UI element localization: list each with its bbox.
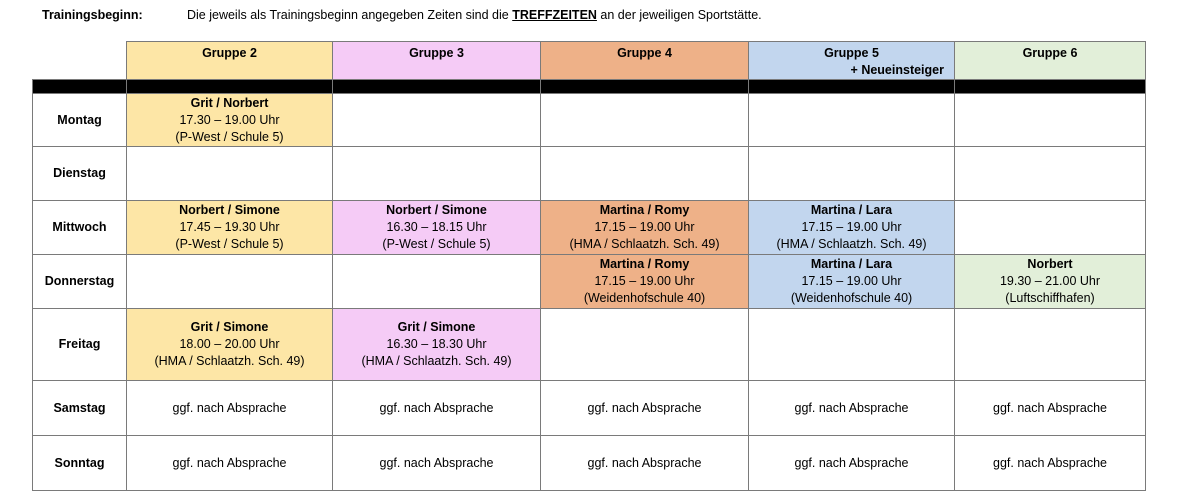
day-label: Sonntag: [33, 436, 127, 491]
training-time: 17.15 – 19.00 Uhr: [801, 220, 902, 234]
day-label: Samstag: [33, 381, 127, 436]
schedule-row: [33, 94, 1146, 147]
schedule-cell: [333, 309, 541, 381]
schedule-row: [33, 381, 1146, 436]
trainer-names: Grit / Norbert: [190, 95, 269, 110]
training-time: 17.15 – 19.00 Uhr: [801, 274, 902, 288]
trainer-names: Martina / Lara: [810, 203, 893, 217]
trainer-names: Martina / Romy: [599, 257, 690, 271]
header-gruppe-2: Gruppe 2: [127, 42, 333, 80]
trainer-names: Grit / Simone: [397, 320, 476, 334]
trainer-names: Norbert / Simone: [386, 203, 487, 217]
arrangement-note: ggf. nach Absprache: [794, 455, 909, 470]
intro-label: Trainingsbeginn:: [42, 8, 143, 22]
schedule-cell: [541, 94, 749, 147]
header-gruppe-3: Gruppe 3: [333, 42, 541, 80]
arrangement-note: ggf. nach Absprache: [794, 400, 909, 415]
trainer-names: Norbert / Simone: [179, 203, 280, 217]
intro-text: [187, 8, 762, 22]
schedule-cell: [955, 436, 1146, 491]
schedule-cell: [333, 381, 541, 436]
schedule-cell: [127, 381, 333, 436]
day-label: Donnerstag: [33, 255, 127, 309]
separator-cell: [33, 80, 127, 94]
header-gruppe-5-label: Gruppe 5: [824, 46, 879, 60]
training-location: (HMA / Schlaatzh. Sch. 49): [154, 354, 305, 368]
training-time: 16.30 – 18.15 Uhr: [386, 220, 487, 234]
training-location: (P-West / Schule 5): [382, 237, 491, 251]
schedule-row: [33, 147, 1146, 201]
header-gruppe-4: Gruppe 4: [541, 42, 749, 80]
schedule-cell: [749, 147, 955, 201]
arrangement-note: ggf. nach Absprache: [993, 455, 1107, 470]
schedule-cell: [749, 94, 955, 147]
training-time: 17.30 – 19.00 Uhr: [179, 112, 280, 127]
schedule-row: [33, 255, 1146, 309]
schedule-cell: [333, 201, 541, 255]
schedule-cell: [749, 436, 955, 491]
separator-cell: [333, 80, 541, 94]
trainer-names: Norbert: [1027, 257, 1073, 271]
schedule-cell: [541, 436, 749, 491]
training-location: (HMA / Schlaatzh. Sch. 49): [361, 354, 512, 368]
corner-cell: [33, 42, 127, 80]
training-location: (P-West / Schule 5): [175, 129, 284, 144]
training-time: 17.15 – 19.00 Uhr: [594, 274, 695, 288]
schedule-cell: [127, 436, 333, 491]
schedule-cell: [955, 147, 1146, 201]
header-gruppe-6: Gruppe 6: [955, 42, 1146, 80]
schedule-cell: [955, 94, 1146, 147]
schedule-cell: [955, 255, 1146, 309]
schedule-cell: [127, 309, 333, 381]
schedule-cell: [955, 309, 1146, 381]
day-label: Mittwoch: [33, 201, 127, 255]
day-label: Freitag: [33, 309, 127, 381]
training-location: (Weidenhofschule 40): [583, 291, 706, 305]
schedule-cell: [333, 147, 541, 201]
day-label: Dienstag: [33, 147, 127, 201]
arrangement-note: ggf. nach Absprache: [379, 455, 494, 470]
training-time: 18.00 – 20.00 Uhr: [179, 337, 280, 351]
header-row: [33, 42, 1146, 80]
intro-text-after: an der jeweiligen Sportstätte.: [596, 8, 762, 22]
training-time: 19.30 – 21.00 Uhr: [999, 274, 1101, 288]
separator-bar: [33, 80, 1146, 94]
schedule-row: [33, 201, 1146, 255]
schedule-cell: [749, 381, 955, 436]
arrangement-note: ggf. nach Absprache: [379, 400, 494, 415]
schedule-cell: [541, 381, 749, 436]
arrangement-note: ggf. nach Absprache: [172, 400, 287, 415]
schedule-cell: [127, 94, 333, 147]
training-location: (HMA / Schlaatzh. Sch. 49): [569, 237, 720, 251]
schedule-cell: [127, 201, 333, 255]
training-location: (P-West / Schule 5): [175, 237, 284, 251]
trainer-names: Martina / Lara: [810, 257, 893, 271]
schedule-cell: [541, 147, 749, 201]
trainer-names: Grit / Simone: [190, 320, 269, 334]
separator-cell: [749, 80, 955, 94]
day-label: Montag: [33, 94, 127, 147]
schedule-cell: [541, 255, 749, 309]
schedule-row: [33, 436, 1146, 491]
separator-cell: [127, 80, 333, 94]
trainer-names: Martina / Romy: [599, 203, 690, 217]
arrangement-note: ggf. nach Absprache: [172, 455, 287, 470]
schedule-cell: [541, 201, 749, 255]
schedule-cell: [749, 309, 955, 381]
schedule-cell: [127, 255, 333, 309]
intro-line: [42, 8, 762, 22]
training-schedule-table: [32, 41, 1146, 491]
header-gruppe-5: [749, 42, 955, 80]
schedule-cell: [749, 255, 955, 309]
schedule-cell: [749, 201, 955, 255]
header-gruppe-5-sub: + Neueinsteiger: [850, 63, 944, 77]
schedule-cell: [333, 94, 541, 147]
training-location: (Luftschiffhafen): [1005, 291, 1095, 305]
schedule-cell: [127, 147, 333, 201]
arrangement-note: ggf. nach Absprache: [993, 400, 1107, 415]
schedule-cell: [333, 255, 541, 309]
training-location: (HMA / Schlaatzh. Sch. 49): [776, 237, 927, 251]
intro-text-before: Die jeweils als Trainingsbeginn angegeben Zeiten sind die: [187, 8, 513, 22]
schedule-row: [33, 309, 1146, 381]
training-location: (Weidenhofschule 40): [790, 291, 913, 305]
training-time: 17.45 – 19.30 Uhr: [179, 220, 280, 234]
separator-cell: [955, 80, 1146, 94]
intro-highlight: TREFFZEITEN: [512, 8, 597, 22]
schedule-cell: [541, 309, 749, 381]
arrangement-note: ggf. nach Absprache: [587, 455, 702, 470]
schedule-cell: [333, 436, 541, 491]
training-time: 17.15 – 19.00 Uhr: [594, 220, 695, 234]
arrangement-note: ggf. nach Absprache: [587, 400, 702, 415]
separator-cell: [541, 80, 749, 94]
schedule-cell: [955, 381, 1146, 436]
training-time: 16.30 – 18.30 Uhr: [386, 337, 487, 351]
schedule-cell: [955, 201, 1146, 255]
